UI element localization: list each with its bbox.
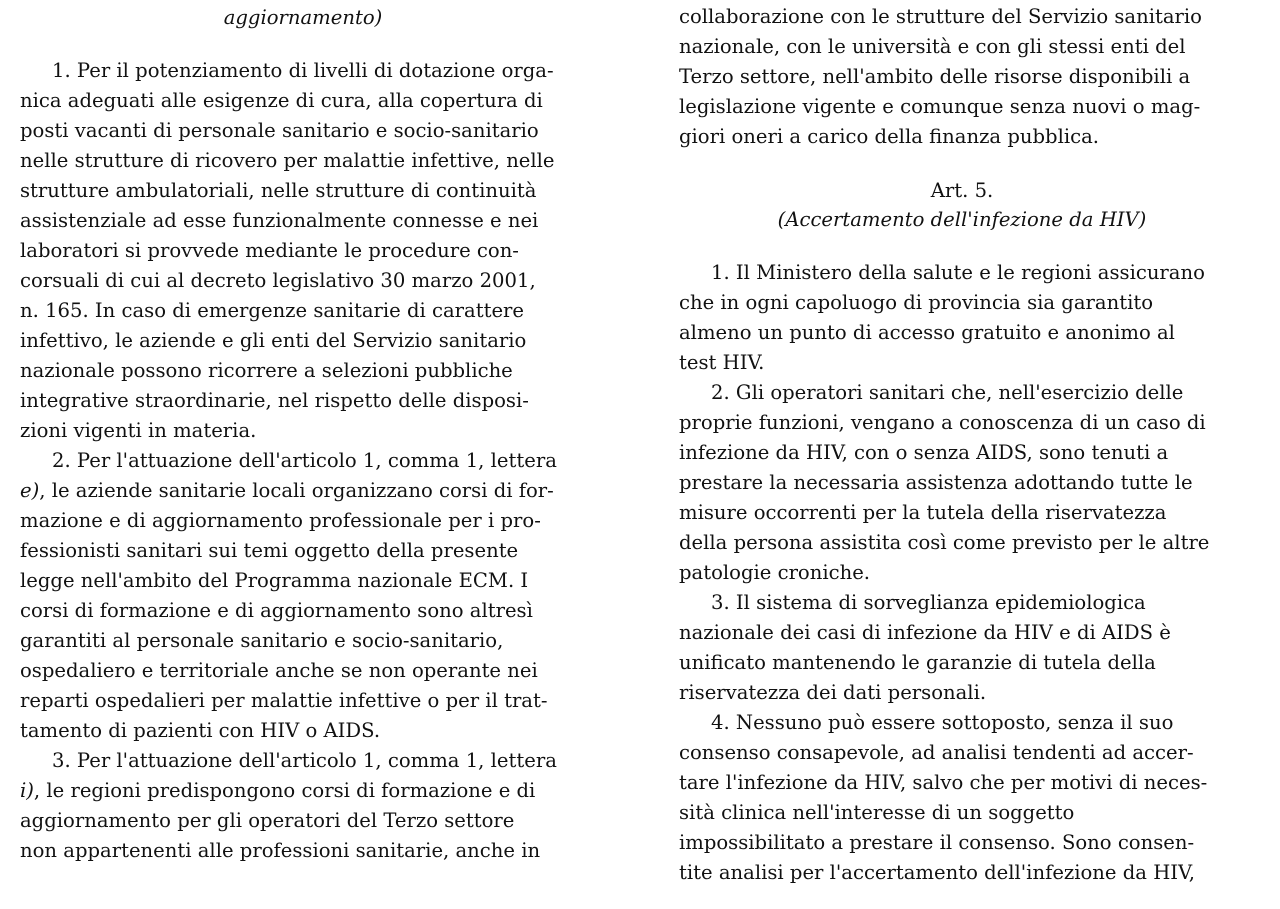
text-line: legge nell'ambito del Programma nazionale ECM. I (20, 569, 529, 592)
text-line: nazionale, con le università e con gli stessi enti del (679, 35, 1186, 58)
text-line (20, 476, 554, 506)
text-line: giori oneri a carico della finanza pubblica. (679, 125, 1100, 148)
text-line: della persona assistita così come previsto per le altre (679, 531, 1210, 554)
text-line (20, 776, 535, 806)
text-line: 3. Per l'attuazione dell'articolo 1, comma 1, lettera (52, 749, 557, 772)
letter-reference: i) (20, 779, 34, 802)
text-line: nica adeguati alle esigenze di cura, alla copertura di (20, 89, 543, 112)
text-run: , le aziende sanitarie locali organizzano corsi di for- (39, 479, 554, 502)
text-line: corsi di formazione e di aggiornamento sono altresì (20, 599, 533, 622)
text-line: impossibilitato a prestare il consenso. Sono consen- (679, 831, 1195, 854)
text-line: infettivo, le aziende e gli enti del Servizio sanitario (20, 329, 527, 352)
text-line: consenso consapevole, ad analisi tendenti ad accer- (679, 741, 1194, 764)
text-line: corsuali di cui al decreto legislativo 30 marzo 2001, (20, 269, 536, 292)
article-title-tail: aggiornamento) (223, 6, 383, 29)
text-line: misure occorrenti per la tutela della riservatezza (679, 501, 1167, 524)
text-line: proprie funzioni, vengano a conoscenza di un caso di (679, 411, 1206, 434)
text-line: test HIV. (679, 351, 765, 374)
text-line: mazione e di aggiornamento professionale per i pro- (20, 509, 541, 532)
text-line: nelle strutture di ricovero per malattie infettive, nelle (20, 149, 555, 172)
text-line: tamento di pazienti con HIV o AIDS. (20, 719, 381, 742)
text-line: garantiti al personale sanitario e socio-sanitario, (20, 629, 504, 652)
text-line: collaborazione con le strutture del Servizio sanitario (679, 5, 1202, 28)
text-line: legislazione vigente e comunque senza nuovi o mag- (679, 95, 1201, 118)
text-line: che in ogni capoluogo di provincia sia garantito (679, 291, 1154, 314)
text-line: laboratori si provvede mediante le procedure con- (20, 239, 519, 262)
text-line: 1. Per il potenziamento di livelli di dotazione orga- (52, 59, 554, 82)
article-number: Art. 5. (930, 179, 994, 202)
text-line: integrative straordinarie, nel rispetto delle disposi- (20, 389, 529, 412)
text-line: n. 165. In caso di emergenze sanitarie di carattere (20, 299, 525, 322)
text-line: tite analisi per l'accertamento dell'infezione da HIV, (679, 861, 1195, 884)
text-line: nazionale possono ricorrere a selezioni pubbliche (20, 359, 513, 382)
text-line: patologie croniche. (679, 561, 871, 584)
text-line: 1. Il Ministero della salute e le regioni assicurano (711, 261, 1205, 284)
text-line: ospedaliero e territoriale anche se non operante nei (20, 659, 538, 682)
text-line: non appartenenti alle professioni sanitarie, anche in (20, 839, 541, 862)
article-title: (Accertamento dell'infezione da HIV) (777, 208, 1147, 231)
text-line: prestare la necessaria assistenza adottando tutte le (679, 471, 1193, 494)
text-line: 3. Il sistema di sorveglianza epidemiologica (711, 591, 1146, 614)
text-line: nazionale dei casi di infezione da HIV e di AIDS è (679, 621, 1171, 644)
text-line: reparti ospedalieri per malattie infettive o per il trat- (20, 689, 548, 712)
text-line: zioni vigenti in materia. (20, 419, 257, 442)
text-line: 4. Nessuno può essere sottoposto, senza il suo (711, 711, 1174, 734)
text-line: almeno un punto di accesso gratuito e anonimo al (679, 321, 1175, 344)
text-line: riservatezza dei dati personali. (679, 681, 987, 704)
letter-reference: e) (20, 479, 40, 502)
text-line: fessionisti sanitari sui temi oggetto della presente (20, 539, 519, 562)
text-line: infezione da HIV, con o senza AIDS, sono tenuti a (679, 441, 1169, 464)
text-line: 2. Per l'attuazione dell'articolo 1, comma 1, lettera (52, 449, 557, 472)
text-line: assistenziale ad esse funzionalmente connesse e nei (20, 209, 539, 232)
text-line: aggiornamento per gli operatori del Terzo settore (20, 809, 515, 832)
text-run: , le regioni predispongono corsi di formazione e di (33, 779, 536, 802)
text-line: 2. Gli operatori sanitari che, nell'esercizio delle (711, 381, 1184, 404)
text-line: Terzo settore, nell'ambito delle risorse disponibili a (679, 65, 1191, 88)
text-line: posti vacanti di personale sanitario e socio-sanitario (20, 119, 539, 142)
text-line: unificato mantenendo le garanzie di tutela della (679, 651, 1156, 674)
text-line: tare l'infezione da HIV, salvo che per motivi di neces- (679, 771, 1208, 794)
text-line: sità clinica nell'interesse di un soggetto (679, 801, 1075, 824)
text-line: strutture ambulatoriali, nelle strutture di continuità (20, 179, 537, 202)
